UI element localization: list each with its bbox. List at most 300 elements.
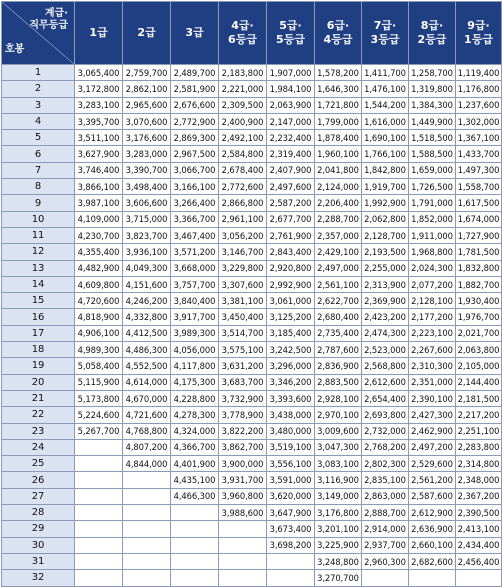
salary-cell: 2,581,900 xyxy=(171,81,219,97)
salary-cell: 1,878,400 xyxy=(315,130,362,146)
salary-cell: 3,988,600 xyxy=(219,505,267,521)
grade-header-label: 5급· xyxy=(279,19,302,32)
salary-cell: 3,514,700 xyxy=(219,325,267,341)
salary-cell: 3,631,200 xyxy=(219,358,267,374)
salary-cell: 2,128,700 xyxy=(362,227,409,243)
salary-cell xyxy=(171,537,219,553)
salary-cell: 2,232,400 xyxy=(267,130,315,146)
salary-cell: 2,351,000 xyxy=(409,374,456,390)
salary-cell: 2,357,000 xyxy=(315,227,362,243)
step-number-cell: 24 xyxy=(2,439,75,455)
salary-cell: 3,266,400 xyxy=(171,195,219,211)
salary-cell xyxy=(219,570,267,586)
step-number-cell: 14 xyxy=(2,276,75,292)
salary-cell: 1,766,100 xyxy=(362,146,409,162)
salary-cell: 2,960,300 xyxy=(362,553,409,569)
table-row xyxy=(2,553,502,569)
step-number-cell: 20 xyxy=(2,374,75,390)
step-number-cell: 9 xyxy=(2,195,75,211)
salary-cell: 2,369,900 xyxy=(362,293,409,309)
salary-cell: 1,367,100 xyxy=(456,130,502,146)
corner-header-line: 계급· xyxy=(44,8,68,19)
salary-cell: 2,835,100 xyxy=(362,472,409,488)
salary-cell xyxy=(75,456,123,472)
salary-cell: 2,251,100 xyxy=(456,423,502,439)
salary-cell: 5,115,900 xyxy=(75,374,123,390)
table-row xyxy=(2,374,502,390)
salary-cell: 4,278,300 xyxy=(171,407,219,423)
grade-header-label: 4급· xyxy=(231,19,254,32)
salary-cell: 4,482,900 xyxy=(75,260,123,276)
salary-cell: 2,561,200 xyxy=(409,472,456,488)
salary-cell: 3,176,800 xyxy=(315,505,362,521)
salary-cell: 4,366,700 xyxy=(171,439,219,455)
salary-cell: 1,449,900 xyxy=(409,113,456,129)
table-row xyxy=(2,130,502,146)
salary-cell: 1,832,800 xyxy=(456,260,502,276)
salary-cell: 2,802,300 xyxy=(362,456,409,472)
salary-cell: 1,319,800 xyxy=(409,81,456,97)
salary-cell: 2,967,500 xyxy=(171,146,219,162)
salary-cell xyxy=(219,537,267,553)
salary-cell xyxy=(75,553,123,569)
salary-cell: 3,393,600 xyxy=(267,390,315,406)
step-number-cell: 17 xyxy=(2,325,75,341)
salary-cell: 1,781,500 xyxy=(456,244,502,260)
salary-cell: 2,021,700 xyxy=(456,325,502,341)
salary-cell: 2,678,400 xyxy=(219,162,267,178)
salary-cell: 2,612,900 xyxy=(409,505,456,521)
grade-header-label: 8급· xyxy=(420,19,444,32)
pay-scale-table-container xyxy=(1,1,501,584)
salary-cell: 3,698,200 xyxy=(267,537,315,553)
salary-cell: 3,225,900 xyxy=(315,537,362,553)
salary-cell: 1,384,300 xyxy=(409,97,456,113)
salary-cell: 2,660,100 xyxy=(409,537,456,553)
salary-cell: 3,668,000 xyxy=(171,260,219,276)
salary-cell: 2,413,100 xyxy=(456,521,502,537)
salary-cell: 2,063,800 xyxy=(456,342,502,358)
salary-cell: 1,976,700 xyxy=(456,309,502,325)
table-row xyxy=(2,113,502,129)
salary-cell: 2,147,000 xyxy=(267,113,315,129)
step-number-cell: 13 xyxy=(2,260,75,276)
table-row xyxy=(2,472,502,488)
grade-header-label: 1급 xyxy=(89,26,108,39)
salary-cell: 1,302,000 xyxy=(456,113,502,129)
table-row xyxy=(2,293,502,309)
salary-cell: 2,883,500 xyxy=(315,374,362,390)
step-number-cell: 8 xyxy=(2,179,75,195)
table-row xyxy=(2,342,502,358)
salary-cell: 5,173,800 xyxy=(75,390,123,406)
salary-cell: 4,552,500 xyxy=(123,358,171,374)
salary-cell: 4,049,300 xyxy=(123,260,171,276)
salary-cell: 2,914,000 xyxy=(362,521,409,537)
salary-cell: 3,987,100 xyxy=(75,195,123,211)
salary-cell: 1,176,800 xyxy=(456,81,502,97)
salary-cell: 4,228,800 xyxy=(171,390,219,406)
salary-cell: 2,206,400 xyxy=(315,195,362,211)
salary-cell: 2,144,400 xyxy=(456,374,502,390)
salary-cell: 3,283,000 xyxy=(123,146,171,162)
salary-cell: 2,523,000 xyxy=(362,342,409,358)
table-row xyxy=(2,211,502,227)
salary-cell: 4,486,300 xyxy=(123,342,171,358)
salary-cell: 2,400,900 xyxy=(219,113,267,129)
corner-header-step-label: 호봉 xyxy=(5,44,25,55)
salary-cell: 2,077,200 xyxy=(409,276,456,292)
salary-cell: 2,063,900 xyxy=(267,97,315,113)
salary-cell: 1,968,800 xyxy=(409,244,456,260)
salary-cell: 3,673,400 xyxy=(267,521,315,537)
table-row xyxy=(2,505,502,521)
corner-header-line: 직무등급 xyxy=(29,20,68,31)
salary-cell: 3,571,200 xyxy=(171,244,219,260)
salary-cell: 5,058,400 xyxy=(75,358,123,374)
salary-cell xyxy=(171,570,219,586)
step-number-cell: 4 xyxy=(2,113,75,129)
salary-cell: 2,348,000 xyxy=(456,472,502,488)
salary-cell: 4,056,000 xyxy=(171,342,219,358)
salary-cell: 4,230,700 xyxy=(75,227,123,243)
salary-cell xyxy=(123,505,171,521)
salary-cell: 4,670,000 xyxy=(123,390,171,406)
salary-cell: 2,313,900 xyxy=(362,276,409,292)
salary-cell: 4,609,800 xyxy=(75,276,123,292)
salary-cell: 2,654,400 xyxy=(362,390,409,406)
salary-cell: 1,433,700 xyxy=(456,146,502,162)
grade-header-cell xyxy=(75,2,123,65)
salary-cell: 3,620,000 xyxy=(267,488,315,504)
salary-cell: 3,248,800 xyxy=(315,553,362,569)
table-row xyxy=(2,358,502,374)
salary-cell: 1,992,900 xyxy=(362,195,409,211)
salary-cell: 2,497,600 xyxy=(267,179,315,195)
salary-cell: 2,367,200 xyxy=(456,488,502,504)
salary-cell xyxy=(171,553,219,569)
grade-header-cell xyxy=(362,2,409,65)
salary-cell: 2,193,500 xyxy=(362,244,409,260)
salary-cell: 2,309,500 xyxy=(219,97,267,113)
salary-cell: 5,267,700 xyxy=(75,423,123,439)
salary-cell: 3,519,100 xyxy=(267,439,315,455)
salary-cell xyxy=(171,505,219,521)
salary-cell xyxy=(75,472,123,488)
salary-cell: 4,117,800 xyxy=(171,358,219,374)
step-number-cell: 32 xyxy=(2,570,75,586)
salary-cell: 3,116,900 xyxy=(315,472,362,488)
salary-cell xyxy=(456,570,502,586)
salary-cell: 3,390,700 xyxy=(123,162,171,178)
salary-cell: 1,727,900 xyxy=(456,227,502,243)
salary-cell: 4,435,100 xyxy=(171,472,219,488)
salary-cell: 3,822,200 xyxy=(219,423,267,439)
salary-cell: 2,992,900 xyxy=(267,276,315,292)
salary-cell: 3,917,700 xyxy=(171,309,219,325)
salary-cell: 3,757,700 xyxy=(171,276,219,292)
grade-header-label: 4등급 xyxy=(323,33,353,46)
salary-cell: 1,646,300 xyxy=(315,81,362,97)
grade-header-label: 6급· xyxy=(326,19,350,32)
salary-cell: 3,083,100 xyxy=(315,456,362,472)
step-number-cell: 31 xyxy=(2,553,75,569)
table-row xyxy=(2,488,502,504)
table-row xyxy=(2,195,502,211)
salary-cell: 3,606,600 xyxy=(123,195,171,211)
step-number-cell: 23 xyxy=(2,423,75,439)
salary-cell: 2,288,700 xyxy=(315,211,362,227)
salary-cell: 2,423,200 xyxy=(362,309,409,325)
salary-cell: 3,900,000 xyxy=(219,456,267,472)
salary-cell: 4,844,000 xyxy=(123,456,171,472)
salary-cell: 1,852,000 xyxy=(409,211,456,227)
salary-cell: 4,818,900 xyxy=(75,309,123,325)
salary-cell: 1,911,000 xyxy=(409,227,456,243)
salary-cell: 2,587,200 xyxy=(267,195,315,211)
salary-cell: 2,677,700 xyxy=(267,211,315,227)
salary-cell: 3,146,700 xyxy=(219,244,267,260)
salary-cell: 3,346,200 xyxy=(267,374,315,390)
salary-cell: 5,224,600 xyxy=(75,407,123,423)
table-row xyxy=(2,325,502,341)
salary-cell: 3,498,400 xyxy=(123,179,171,195)
salary-cell: 2,319,400 xyxy=(267,146,315,162)
step-number-cell: 5 xyxy=(2,130,75,146)
table-row xyxy=(2,179,502,195)
table-row xyxy=(2,570,502,586)
salary-cell: 4,720,600 xyxy=(75,293,123,309)
step-number-cell: 6 xyxy=(2,146,75,162)
salary-cell: 2,937,700 xyxy=(362,537,409,553)
salary-cell: 2,223,100 xyxy=(409,325,456,341)
salary-cell: 1,842,800 xyxy=(362,162,409,178)
salary-cell: 3,366,700 xyxy=(171,211,219,227)
salary-cell: 2,928,100 xyxy=(315,390,362,406)
salary-cell xyxy=(267,553,315,569)
step-number-cell: 28 xyxy=(2,505,75,521)
salary-cell: 2,863,000 xyxy=(362,488,409,504)
salary-cell: 3,575,100 xyxy=(219,342,267,358)
salary-cell: 2,772,600 xyxy=(219,179,267,195)
salary-cell: 3,450,400 xyxy=(219,309,267,325)
salary-cell: 1,659,000 xyxy=(409,162,456,178)
table-row xyxy=(2,537,502,553)
salary-cell: 3,467,400 xyxy=(171,227,219,243)
salary-cell xyxy=(267,570,315,586)
salary-cell: 2,024,300 xyxy=(409,260,456,276)
salary-cell: 1,617,500 xyxy=(456,195,502,211)
salary-cell xyxy=(219,553,267,569)
salary-cell: 1,726,500 xyxy=(409,179,456,195)
salary-cell: 3,823,700 xyxy=(123,227,171,243)
salary-cell: 2,474,300 xyxy=(362,325,409,341)
salary-cell: 3,201,100 xyxy=(315,521,362,537)
salary-cell: 2,622,700 xyxy=(315,293,362,309)
salary-cell: 4,906,100 xyxy=(75,325,123,341)
table-row xyxy=(2,439,502,455)
salary-cell xyxy=(123,521,171,537)
table-row xyxy=(2,276,502,292)
step-number-cell: 1 xyxy=(2,65,75,81)
salary-cell: 1,119,400 xyxy=(456,65,502,81)
salary-cell: 2,693,800 xyxy=(362,407,409,423)
salary-cell: 3,683,700 xyxy=(219,374,267,390)
grade-header-cell xyxy=(219,2,267,65)
salary-cell: 1,960,100 xyxy=(315,146,362,162)
grade-header-cell xyxy=(409,2,456,65)
salary-cell: 2,456,400 xyxy=(456,553,502,569)
salary-cell: 2,768,200 xyxy=(362,439,409,455)
salary-cell: 1,411,700 xyxy=(362,65,409,81)
salary-cell: 3,307,600 xyxy=(219,276,267,292)
salary-cell: 1,674,000 xyxy=(456,211,502,227)
salary-cell: 4,175,300 xyxy=(171,374,219,390)
salary-cell: 1,882,700 xyxy=(456,276,502,292)
salary-cell: 2,676,600 xyxy=(171,97,219,113)
salary-cell: 3,056,200 xyxy=(219,227,267,243)
salary-cell: 4,989,300 xyxy=(75,342,123,358)
step-number-cell: 30 xyxy=(2,537,75,553)
salary-cell: 2,062,800 xyxy=(362,211,409,227)
salary-cell: 2,587,600 xyxy=(409,488,456,504)
step-number-cell: 10 xyxy=(2,211,75,227)
table-row xyxy=(2,81,502,97)
corner-header-cell xyxy=(2,2,75,65)
salary-cell: 1,258,700 xyxy=(409,65,456,81)
salary-cell: 3,185,400 xyxy=(267,325,315,341)
salary-cell: 1,578,200 xyxy=(315,65,362,81)
step-number-cell: 15 xyxy=(2,293,75,309)
salary-cell: 2,772,900 xyxy=(171,113,219,129)
salary-cell: 1,919,700 xyxy=(362,179,409,195)
salary-cell: 3,283,100 xyxy=(75,97,123,113)
salary-cell: 4,109,000 xyxy=(75,211,123,227)
table-row xyxy=(2,309,502,325)
salary-cell: 1,799,000 xyxy=(315,113,362,129)
salary-cell: 3,395,700 xyxy=(75,113,123,129)
salary-cell: 2,217,200 xyxy=(456,407,502,423)
salary-cell: 2,680,400 xyxy=(315,309,362,325)
salary-cell: 2,612,600 xyxy=(362,374,409,390)
corner-header-grade-label xyxy=(29,8,68,32)
salary-cell xyxy=(75,439,123,455)
salary-cell: 2,965,600 xyxy=(123,97,171,113)
salary-cell: 2,221,000 xyxy=(219,81,267,97)
salary-cell xyxy=(75,505,123,521)
salary-cell: 3,065,400 xyxy=(75,65,123,81)
step-number-cell: 21 xyxy=(2,390,75,406)
salary-cell: 3,242,500 xyxy=(267,342,315,358)
salary-cell: 3,172,800 xyxy=(75,81,123,97)
table-row xyxy=(2,65,502,81)
salary-cell: 4,401,900 xyxy=(171,456,219,472)
salary-cell: 2,255,000 xyxy=(362,260,409,276)
salary-cell: 2,732,000 xyxy=(362,423,409,439)
salary-cell xyxy=(75,570,123,586)
salary-cell: 1,984,100 xyxy=(267,81,315,97)
salary-cell: 2,568,800 xyxy=(362,358,409,374)
salary-cell: 1,791,000 xyxy=(409,195,456,211)
salary-cell: 2,462,900 xyxy=(409,423,456,439)
salary-cell: 2,041,800 xyxy=(315,162,362,178)
salary-cell: 4,151,600 xyxy=(123,276,171,292)
grade-header-label: 3등급 xyxy=(370,33,400,46)
grade-header-cell xyxy=(171,2,219,65)
salary-cell: 3,778,900 xyxy=(219,407,267,423)
salary-cell: 2,869,300 xyxy=(171,130,219,146)
salary-cell: 3,438,000 xyxy=(267,407,315,423)
step-number-cell: 27 xyxy=(2,488,75,504)
salary-cell: 4,614,000 xyxy=(123,374,171,390)
salary-cell: 1,544,200 xyxy=(362,97,409,113)
salary-cell: 3,647,900 xyxy=(267,505,315,521)
salary-cell: 1,690,100 xyxy=(362,130,409,146)
table-row xyxy=(2,146,502,162)
salary-cell: 2,497,000 xyxy=(315,260,362,276)
salary-cell: 2,682,600 xyxy=(409,553,456,569)
table-row xyxy=(2,97,502,113)
salary-cell: 4,768,800 xyxy=(123,423,171,439)
salary-cell: 3,070,600 xyxy=(123,113,171,129)
salary-cell: 1,907,000 xyxy=(267,65,315,81)
salary-cell: 3,270,700 xyxy=(315,570,362,586)
salary-cell: 2,584,800 xyxy=(219,146,267,162)
salary-cell: 3,989,300 xyxy=(171,325,219,341)
table-row xyxy=(2,521,502,537)
table-row xyxy=(2,260,502,276)
salary-cell: 3,840,400 xyxy=(171,293,219,309)
grade-header-cell xyxy=(123,2,171,65)
grade-header-label: 6등급 xyxy=(228,33,257,46)
salary-cell: 4,807,200 xyxy=(123,439,171,455)
salary-cell: 3,149,000 xyxy=(315,488,362,504)
salary-cell: 1,518,500 xyxy=(409,130,456,146)
salary-cell: 2,888,700 xyxy=(362,505,409,521)
salary-cell: 2,105,000 xyxy=(456,358,502,374)
step-number-cell: 22 xyxy=(2,407,75,423)
salary-cell: 1,721,800 xyxy=(315,97,362,113)
step-number-cell: 11 xyxy=(2,227,75,243)
salary-cell: 3,480,000 xyxy=(267,423,315,439)
salary-cell: 3,166,100 xyxy=(171,179,219,195)
table-row xyxy=(2,456,502,472)
salary-cell: 2,390,500 xyxy=(456,505,502,521)
salary-cell: 1,558,700 xyxy=(456,179,502,195)
salary-cell xyxy=(123,488,171,504)
salary-cell: 3,047,300 xyxy=(315,439,362,455)
salary-cell: 3,061,000 xyxy=(267,293,315,309)
salary-cell xyxy=(75,521,123,537)
step-number-cell: 26 xyxy=(2,472,75,488)
salary-cell: 3,009,600 xyxy=(315,423,362,439)
step-number-cell: 12 xyxy=(2,244,75,260)
salary-cell: 4,466,300 xyxy=(171,488,219,504)
salary-cell: 2,787,600 xyxy=(315,342,362,358)
salary-cell xyxy=(171,521,219,537)
salary-cell: 3,229,800 xyxy=(219,260,267,276)
step-number-cell: 18 xyxy=(2,342,75,358)
salary-cell: 2,124,000 xyxy=(315,179,362,195)
salary-cell: 2,862,100 xyxy=(123,81,171,97)
table-row xyxy=(2,407,502,423)
grade-header-cell xyxy=(315,2,362,65)
grade-header-label: 1등급 xyxy=(464,33,493,46)
step-number-cell: 16 xyxy=(2,309,75,325)
salary-cell: 3,176,600 xyxy=(123,130,171,146)
pay-scale-table xyxy=(1,1,502,587)
salary-cell: 1,237,600 xyxy=(456,97,502,113)
